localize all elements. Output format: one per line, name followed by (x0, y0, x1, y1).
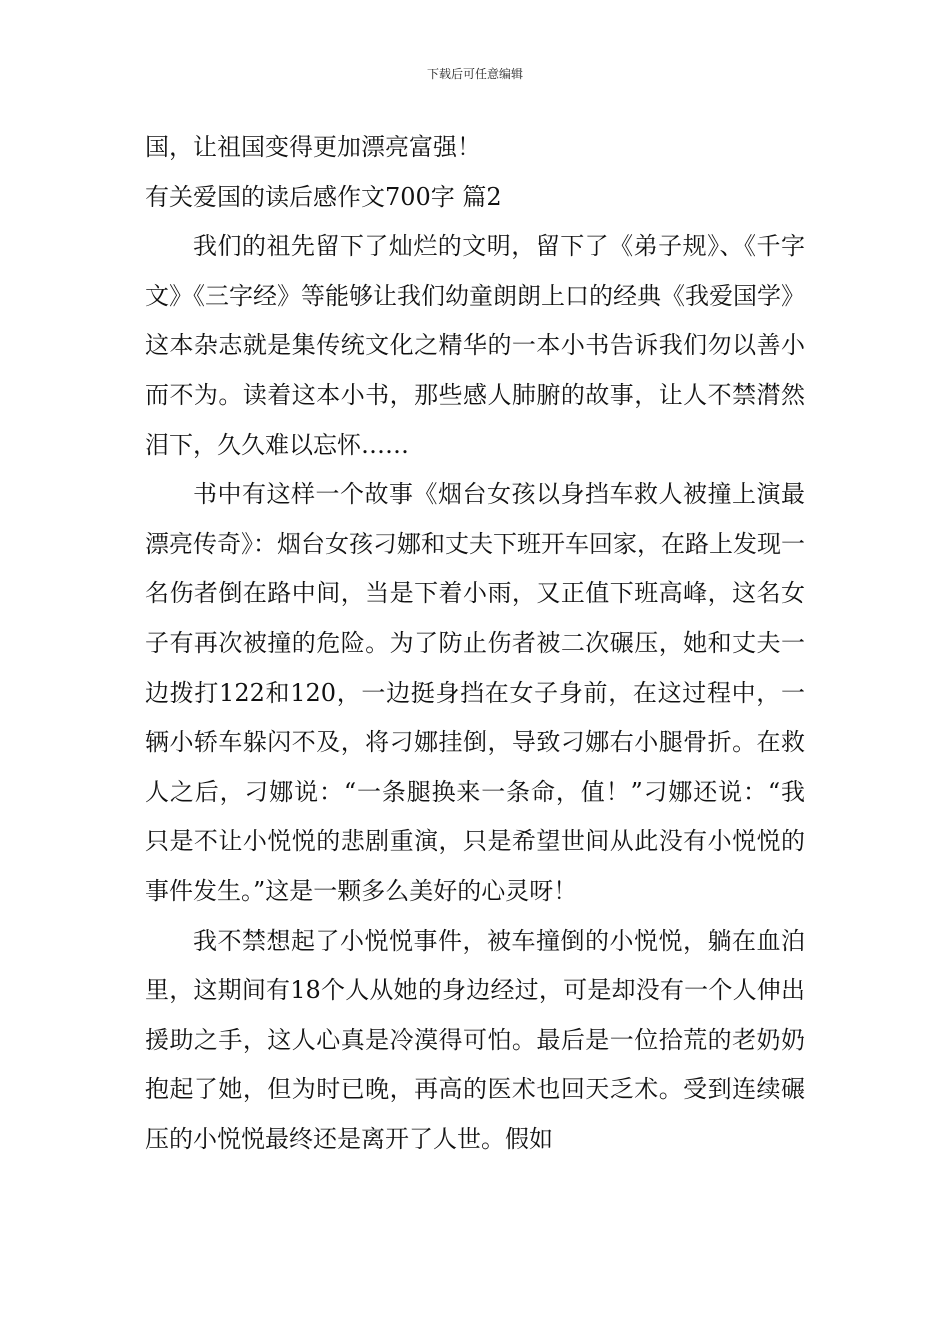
paragraph-continuation: 国，让祖国变得更加漂亮富强！ (145, 133, 481, 161)
paragraph: 我不禁想起了小悦悦事件，被车撞倒的小悦悦，躺在血泊里，这期间有18个人从她的身边经过，可是却没有一个人伸出援助之手，这人心真是冷漠得可怕。最后是一位拾荒的老奶奶抱起了她，但为时已晚，再高的医术也回天乏术。受到连续碾压的小悦悦最终还是离开了人世。假如 (145, 926, 805, 1153)
paragraph: 书中有这样一个故事《烟台女孩以身挡车救人被撞上演最漂亮传奇》：烟台女孩刁娜和丈夫下班开车回家，在路上发现一名伤者倒在路中间，当是下着小雨，又正值下班高峰，这名女子有再次被撞的危险。为了防止伤者被二次碾压，她和丈夫一边拨打122和120，一边挺身挡在女子身前，在这过程中，一辆小轿车躲闪不及，将刁娜挂倒，导致刁娜右小腿骨折。在救人之后，刁娜说：“一条腿换来一条命，值！”刁娜还说：“我只是不让小悦悦的悲剧重演，只是希望世间从此没有小悦悦的事件发生。”这是一颗多么美好的心灵呀！ (145, 480, 805, 905)
page-header: 下载后可任意编辑 (426, 67, 523, 81)
section-title: 有关爱国的读后感作文700字 篇2 (145, 182, 502, 211)
document-body (145, 123, 805, 1164)
paragraph: 我们的祖先留下了灿烂的文明，留下了《弟子规》、《千字文》《三字经》等能够让我们幼童朗朗上口的经典《我爱国学》这本杂志就是集传统文化之精华的一本小书告诉我们勿以善小而不为。读着这本小书，那些感人肺腑的故事，让人不禁潸然泪下，久久难以忘怀…… (145, 232, 805, 459)
